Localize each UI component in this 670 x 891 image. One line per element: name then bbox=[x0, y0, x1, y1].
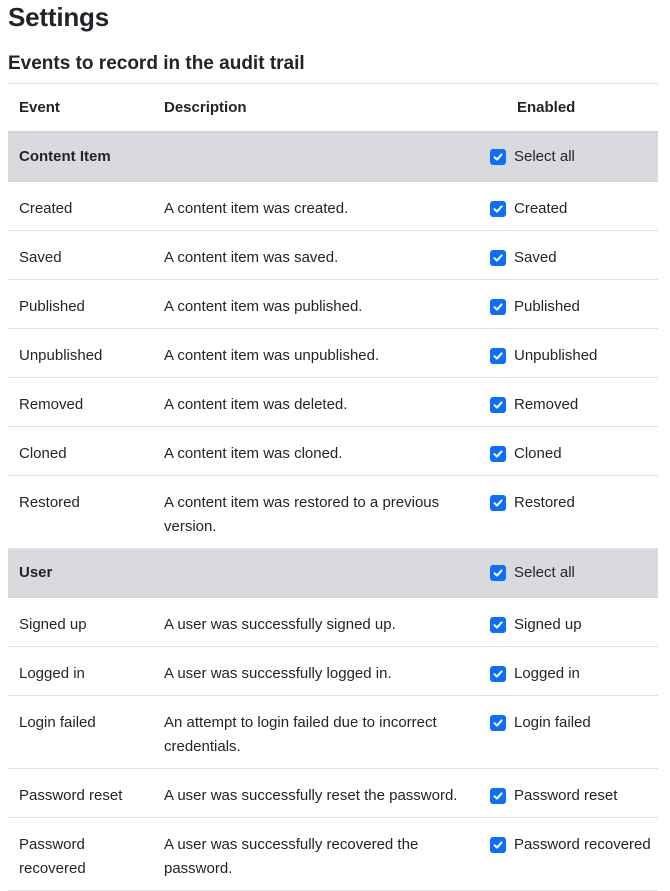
event-cell bbox=[8, 476, 153, 549]
checkmark-icon bbox=[492, 497, 504, 509]
event-enabled-label[interactable]: Published bbox=[514, 298, 580, 315]
table-row bbox=[8, 647, 658, 696]
enabled-cell bbox=[488, 329, 658, 378]
enabled-cell bbox=[488, 818, 658, 891]
checkmark-icon bbox=[492, 350, 504, 362]
event-description: A user was successfully signed up. bbox=[164, 616, 396, 633]
select-all-checkbox-control[interactable] bbox=[488, 549, 658, 597]
event-description: A content item was published. bbox=[164, 298, 363, 315]
event-checkbox-control[interactable] bbox=[488, 696, 658, 735]
event-cell bbox=[8, 329, 153, 378]
table-row bbox=[8, 476, 658, 549]
event-name: Password recovered bbox=[19, 836, 86, 877]
event-description: A content item was deleted. bbox=[164, 396, 348, 413]
column-header-enabled: Enabled bbox=[488, 84, 658, 132]
event-checkbox-control[interactable] bbox=[488, 769, 658, 808]
group-row-content-item bbox=[8, 132, 658, 182]
description-cell bbox=[153, 647, 488, 696]
description-cell bbox=[153, 329, 488, 378]
description-cell bbox=[153, 769, 488, 818]
checkmark-icon bbox=[492, 399, 504, 411]
event-cell bbox=[8, 696, 153, 769]
table-row bbox=[8, 329, 658, 378]
event-cell bbox=[8, 280, 153, 329]
table-row bbox=[8, 280, 658, 329]
description-cell bbox=[153, 280, 488, 329]
table-row bbox=[8, 182, 658, 231]
event-cell bbox=[8, 818, 153, 891]
event-name: Unpublished bbox=[19, 347, 103, 364]
group-name: User bbox=[8, 549, 153, 598]
event-enabled-label[interactable]: Password recovered bbox=[514, 836, 651, 853]
checkmark-icon bbox=[492, 717, 504, 729]
event-description: A user was successfully logged in. bbox=[164, 665, 392, 682]
enabled-cell bbox=[488, 280, 658, 329]
checkmark-icon bbox=[492, 203, 504, 215]
event-enabled-label[interactable]: Logged in bbox=[514, 665, 580, 682]
enabled-cell bbox=[488, 769, 658, 818]
table-row bbox=[8, 769, 658, 818]
event-enabled-label[interactable]: Created bbox=[514, 200, 568, 217]
event-cell bbox=[8, 378, 153, 427]
enabled-cell bbox=[488, 427, 658, 476]
event-enabled-checkbox[interactable] bbox=[490, 299, 506, 315]
description-cell bbox=[153, 818, 488, 891]
event-cell bbox=[8, 647, 153, 696]
table-row bbox=[8, 818, 658, 891]
event-checkbox-control[interactable] bbox=[488, 231, 658, 270]
event-enabled-checkbox[interactable] bbox=[490, 201, 506, 217]
event-enabled-checkbox[interactable] bbox=[490, 617, 506, 633]
event-enabled-label[interactable]: Signed up bbox=[514, 616, 582, 633]
table-row bbox=[8, 378, 658, 427]
table-body bbox=[8, 132, 658, 891]
column-header-description: Description bbox=[153, 84, 488, 132]
event-enabled-label[interactable]: Password reset bbox=[514, 787, 618, 804]
checkmark-icon bbox=[492, 790, 504, 802]
event-checkbox-control[interactable] bbox=[488, 476, 658, 515]
table-header-row bbox=[8, 84, 658, 132]
checkmark-icon bbox=[492, 301, 504, 313]
table-row bbox=[8, 696, 658, 769]
page-title: Settings bbox=[8, 2, 109, 32]
event-checkbox-control[interactable] bbox=[488, 818, 658, 857]
event-enabled-label[interactable]: Unpublished bbox=[514, 347, 598, 364]
description-cell bbox=[153, 427, 488, 476]
event-name: Published bbox=[19, 298, 85, 315]
group-row-user bbox=[8, 549, 658, 598]
select-all-label[interactable]: Select all bbox=[514, 564, 575, 581]
event-cell bbox=[8, 427, 153, 476]
event-enabled-checkbox[interactable] bbox=[490, 250, 506, 266]
description-cell bbox=[153, 378, 488, 427]
description-cell bbox=[153, 598, 488, 647]
event-checkbox-control[interactable] bbox=[488, 182, 658, 221]
event-name: Login failed bbox=[19, 714, 96, 731]
event-enabled-checkbox[interactable] bbox=[490, 348, 506, 364]
enabled-cell bbox=[488, 378, 658, 427]
description-cell bbox=[153, 231, 488, 280]
event-description: A content item was saved. bbox=[164, 249, 339, 266]
event-cell bbox=[8, 598, 153, 647]
event-name: Removed bbox=[19, 396, 84, 413]
event-checkbox-control[interactable] bbox=[488, 427, 658, 466]
event-checkbox-control[interactable] bbox=[488, 280, 658, 319]
event-enabled-checkbox[interactable] bbox=[490, 788, 506, 804]
event-name: Created bbox=[19, 200, 73, 217]
event-cell bbox=[8, 769, 153, 818]
select-all-checkbox[interactable] bbox=[490, 565, 506, 581]
event-description: A content item was cloned. bbox=[164, 445, 343, 462]
checkmark-icon bbox=[492, 151, 504, 163]
enabled-cell bbox=[488, 476, 658, 549]
event-enabled-checkbox[interactable] bbox=[490, 837, 506, 853]
event-description: A content item was restored to a previous version. bbox=[164, 494, 440, 535]
event-enabled-label[interactable]: Restored bbox=[514, 494, 575, 511]
event-name: Saved bbox=[19, 249, 62, 266]
table-row bbox=[8, 598, 658, 647]
table-row bbox=[8, 231, 658, 280]
event-enabled-label[interactable]: Cloned bbox=[514, 445, 562, 462]
description-cell bbox=[153, 696, 488, 769]
event-enabled-label[interactable]: Removed bbox=[514, 396, 579, 413]
group-enabled-cell bbox=[488, 549, 658, 598]
event-description: A content item was unpublished. bbox=[164, 347, 380, 364]
event-name: Logged in bbox=[19, 665, 85, 682]
checkmark-icon bbox=[492, 567, 504, 579]
select-all-checkbox-control[interactable] bbox=[488, 133, 658, 181]
table-row bbox=[8, 427, 658, 476]
enabled-cell bbox=[488, 647, 658, 696]
select-all-label[interactable]: Select all bbox=[514, 148, 575, 165]
description-cell bbox=[153, 182, 488, 231]
enabled-cell bbox=[488, 182, 658, 231]
event-enabled-checkbox[interactable] bbox=[490, 715, 506, 731]
enabled-cell bbox=[488, 696, 658, 769]
group-spacer bbox=[153, 132, 488, 182]
checkmark-icon bbox=[492, 619, 504, 631]
checkmark-icon bbox=[492, 839, 504, 851]
event-enabled-checkbox[interactable] bbox=[490, 446, 506, 462]
event-enabled-checkbox[interactable] bbox=[490, 495, 506, 511]
group-spacer bbox=[153, 549, 488, 598]
event-description: A user was successfully reset the password. bbox=[164, 787, 458, 804]
event-checkbox-control[interactable] bbox=[488, 647, 658, 686]
event-checkbox-control[interactable] bbox=[488, 329, 658, 368]
group-enabled-cell bbox=[488, 132, 658, 182]
event-name: Cloned bbox=[19, 445, 67, 462]
enabled-cell bbox=[488, 231, 658, 280]
event-name: Password reset bbox=[19, 787, 123, 804]
audit-events-table bbox=[8, 84, 658, 891]
event-enabled-checkbox[interactable] bbox=[490, 666, 506, 682]
event-cell bbox=[8, 182, 153, 231]
enabled-cell bbox=[488, 598, 658, 647]
event-description: A content item was created. bbox=[164, 200, 349, 217]
checkmark-icon bbox=[492, 668, 504, 680]
event-checkbox-control[interactable] bbox=[488, 378, 658, 417]
event-name: Restored bbox=[19, 494, 80, 511]
event-enabled-checkbox[interactable] bbox=[490, 397, 506, 413]
event-description: A user was successfully recovered the password. bbox=[164, 836, 419, 877]
event-description: An attempt to login failed due to incorrect credentials. bbox=[164, 714, 437, 755]
event-checkbox-control[interactable] bbox=[488, 598, 658, 637]
group-name: Content Item bbox=[8, 132, 153, 182]
checkmark-icon bbox=[492, 448, 504, 460]
event-enabled-label[interactable]: Login failed bbox=[514, 714, 591, 731]
event-enabled-label[interactable]: Saved bbox=[514, 249, 557, 266]
select-all-checkbox[interactable] bbox=[490, 149, 506, 165]
description-cell bbox=[153, 476, 488, 549]
event-cell bbox=[8, 231, 153, 280]
section-title: Events to record in the audit trail bbox=[8, 53, 305, 74]
checkmark-icon bbox=[492, 252, 504, 264]
column-header-event: Event bbox=[8, 84, 153, 132]
event-name: Signed up bbox=[19, 616, 87, 633]
